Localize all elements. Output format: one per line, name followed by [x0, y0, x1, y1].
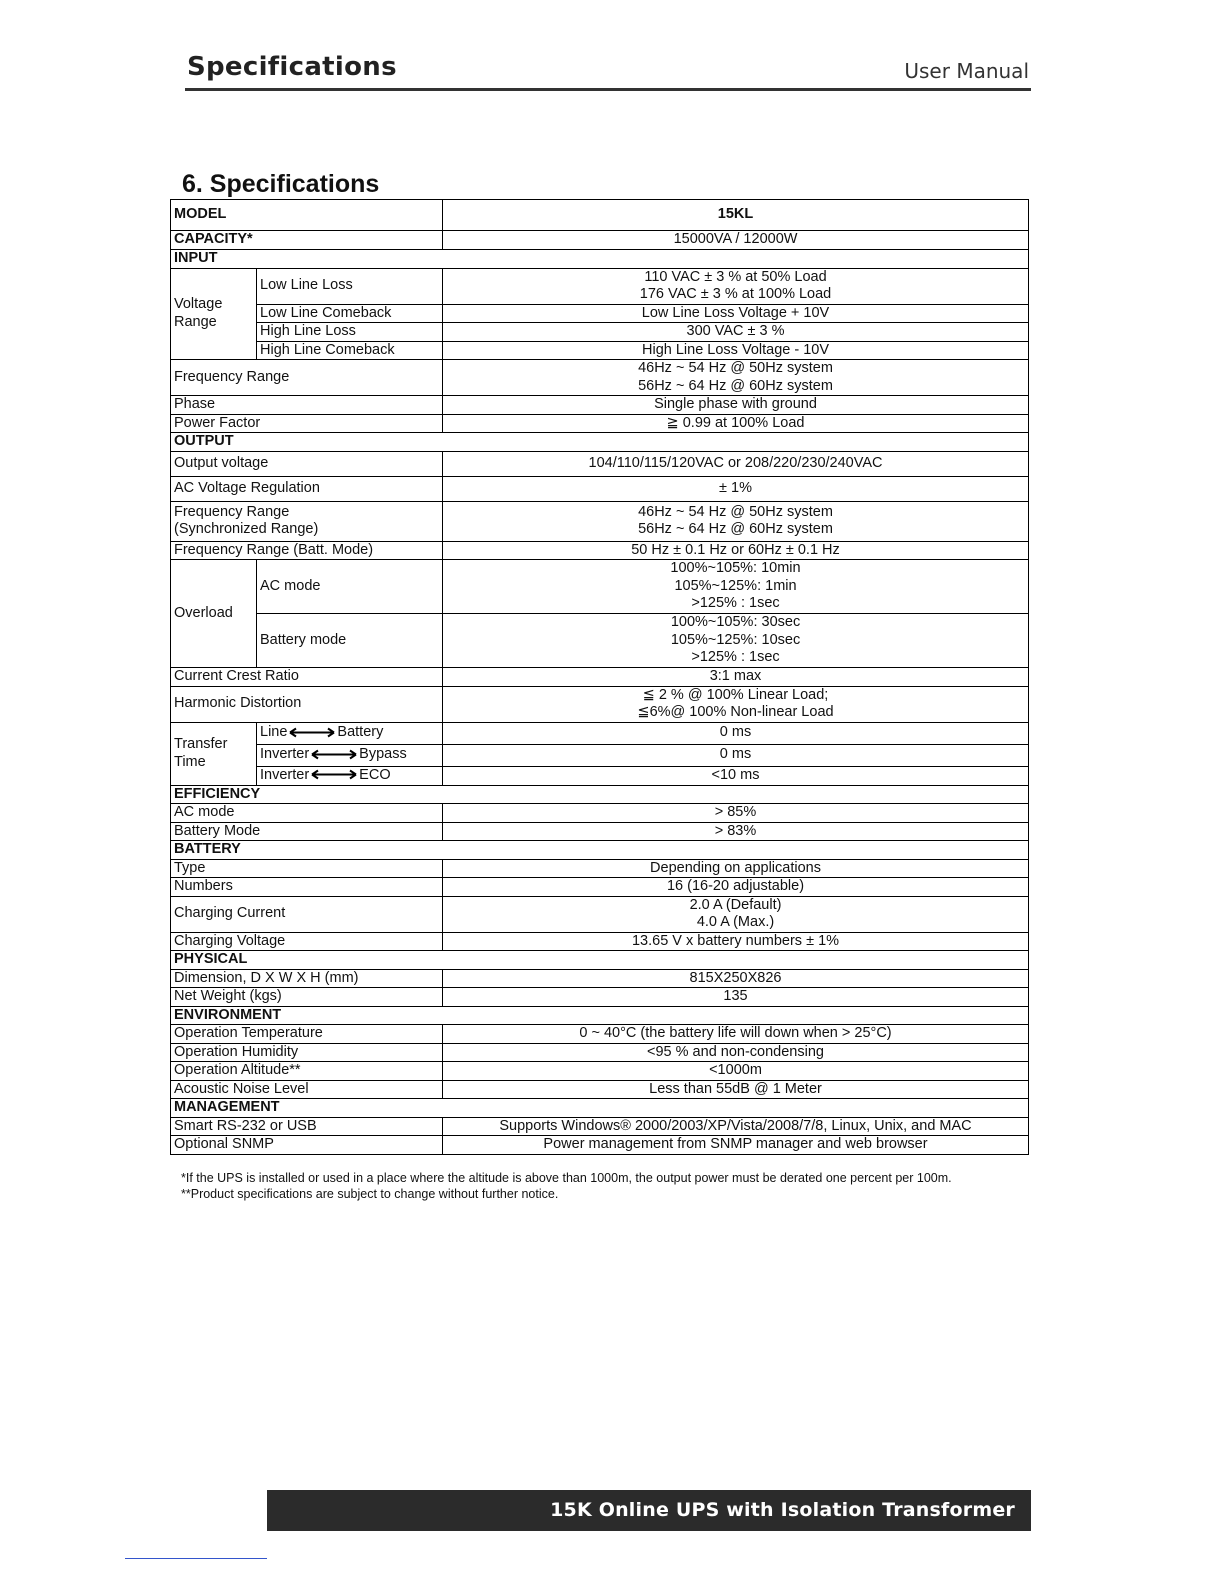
humidity-label: Operation Humidity	[171, 1043, 443, 1062]
transfer-time-value: 0 ms	[443, 744, 1029, 766]
output-voltage-label: Output voltage	[171, 451, 443, 476]
table-row	[171, 200, 1029, 231]
table-row	[171, 323, 1029, 342]
capacity-label: CAPACITY*	[171, 231, 443, 250]
value-line: ≦6%@ 100% Non-linear Load	[637, 704, 834, 720]
table-row	[171, 614, 1029, 668]
harmonic-value	[443, 686, 1029, 722]
table-row	[171, 1025, 1029, 1044]
charging-voltage-label: Charging Voltage	[171, 932, 443, 951]
value-line: ≦ 2 % @ 100% Linear Load;	[642, 686, 829, 703]
charging-current-label: Charging Current	[171, 896, 443, 932]
table-row	[171, 1136, 1029, 1155]
table-row	[171, 822, 1029, 841]
snmp-label: Optional SNMP	[171, 1136, 443, 1155]
table-row	[171, 686, 1029, 722]
noise-label: Acoustic Noise Level	[171, 1080, 443, 1099]
overload-battery-value	[443, 614, 1029, 668]
bidirectional-arrow-icon	[310, 769, 358, 780]
bidirectional-arrow-icon	[310, 749, 358, 760]
efficiency-ac-label: AC mode	[171, 804, 443, 823]
table-row	[171, 231, 1029, 250]
footnote: **Product specifications are subject to change without further notice.	[181, 1187, 559, 1201]
management-heading: MANAGEMENT	[171, 1099, 1029, 1118]
transfer-from: Inverter	[260, 766, 310, 783]
table-row	[171, 451, 1029, 476]
table-row	[171, 969, 1029, 988]
high-line-loss-label: High Line Loss	[257, 323, 443, 342]
value-line: 110 VAC ± 3 % at 50% Load	[644, 268, 827, 285]
input-frequency-range-value	[443, 360, 1029, 396]
table-row	[171, 932, 1029, 951]
crest-ratio-value: 3:1 max	[443, 668, 1029, 687]
transfer-from: Line	[260, 724, 288, 741]
section-heading-row	[171, 433, 1029, 452]
efficiency-ac-value: > 85%	[443, 804, 1029, 823]
dimension-value: 815X250X826	[443, 969, 1029, 988]
table-row	[171, 744, 1029, 766]
value-line: 46Hz ~ 54 Hz @ 50Hz system	[638, 360, 833, 376]
table-row	[171, 1043, 1029, 1062]
environment-heading: ENVIRONMENT	[171, 1006, 1029, 1025]
smart-interface-label: Smart RS-232 or USB	[171, 1117, 443, 1136]
harmonic-label: Harmonic Distortion	[171, 686, 443, 722]
output-voltage-value: 104/110/115/120VAC or 208/220/230/240VAC	[443, 451, 1029, 476]
value-line: >125% : 1sec	[691, 649, 780, 666]
table-row	[171, 414, 1029, 433]
transfer-to: ECO	[359, 766, 391, 783]
table-row	[171, 668, 1029, 687]
crest-ratio-label: Current Crest Ratio	[171, 668, 443, 687]
section-heading-row	[171, 951, 1029, 970]
specifications-table	[170, 199, 1029, 1155]
physical-heading: PHYSICAL	[171, 951, 1029, 970]
section-title: 6. Specifications	[182, 170, 380, 198]
value-line: 100%~105%: 30sec	[670, 614, 801, 631]
phase-label: Phase	[171, 396, 443, 415]
efficiency-battery-value: > 83%	[443, 822, 1029, 841]
ac-regulation-value: ± 1%	[443, 476, 1029, 501]
capacity-value: 15000VA / 12000W	[443, 231, 1029, 250]
low-line-comeback-value: Low Line Loss Voltage + 10V	[443, 304, 1029, 323]
power-factor-value: ≧ 0.99 at 100% Load	[443, 414, 1029, 433]
high-line-comeback-label: High Line Comeback	[257, 341, 443, 360]
low-line-comeback-label: Low Line Comeback	[257, 304, 443, 323]
overload-ac-label: AC mode	[257, 560, 443, 614]
transfer-time-label: Transfer Time	[171, 722, 257, 785]
value-line: 105%~125%: 10sec	[670, 631, 801, 648]
altitude-label: Operation Altitude**	[171, 1062, 443, 1081]
transfer-to: Bypass	[359, 746, 407, 763]
table-row	[171, 501, 1029, 541]
label-line: Frequency Range	[174, 503, 290, 520]
overload-ac-value	[443, 560, 1029, 614]
header-divider	[185, 88, 1031, 91]
section-heading-row	[171, 841, 1029, 860]
input-heading: INPUT	[171, 250, 1029, 269]
table-row	[171, 988, 1029, 1007]
model-label: MODEL	[171, 200, 443, 231]
value-line: 2.0 A (Default)	[689, 896, 782, 913]
table-row	[171, 268, 1029, 304]
temperature-label: Operation Temperature	[171, 1025, 443, 1044]
input-frequency-range-label: Frequency Range	[171, 360, 443, 396]
efficiency-battery-label: Battery Mode	[171, 822, 443, 841]
value-line: >125% : 1sec	[691, 595, 780, 612]
temperature-value: 0 ~ 40°C (the battery life will down when > 25°C)	[443, 1025, 1029, 1044]
table-row	[171, 878, 1029, 897]
battery-type-label: Type	[171, 859, 443, 878]
batt-frequency-value: 50 Hz ± 0.1 Hz or 60Hz ± 0.1 Hz	[443, 541, 1029, 560]
ac-regulation-label: AC Voltage Regulation	[171, 476, 443, 501]
model-value: 15KL	[443, 200, 1029, 231]
weight-label: Net Weight (kgs)	[171, 988, 443, 1007]
table-row	[171, 1117, 1029, 1136]
table-row	[171, 560, 1029, 614]
header-manual-label: User Manual	[904, 59, 1029, 83]
value-line: 105%~125%: 1min	[674, 577, 797, 594]
transfer-time-value: <10 ms	[443, 766, 1029, 785]
section-heading-row	[171, 1099, 1029, 1118]
table-row	[171, 476, 1029, 501]
table-row	[171, 804, 1029, 823]
snmp-value: Power management from SNMP manager and web browser	[443, 1136, 1029, 1155]
transfer-mode-label	[257, 766, 443, 785]
transfer-to: Battery	[337, 724, 384, 741]
sync-frequency-label	[171, 501, 443, 541]
table-row	[171, 722, 1029, 744]
voltage-range-label: Voltage Range	[171, 268, 257, 360]
transfer-from: Inverter	[260, 746, 310, 763]
value-line: 46Hz ~ 54 Hz @ 50Hz system	[638, 503, 833, 520]
value-line: 4.0 A (Max.)	[696, 914, 775, 930]
high-line-loss-value: 300 VAC ± 3 %	[443, 323, 1029, 342]
sync-frequency-value	[443, 501, 1029, 541]
value-line: 56Hz ~ 64 Hz @ 60Hz system	[638, 521, 833, 537]
table-row	[171, 1080, 1029, 1099]
low-line-loss-value	[443, 268, 1029, 304]
footnote: *If the UPS is installed or used in a place where the altitude is above than 1000m, the output power must be derated one percent per 100m.	[181, 1171, 952, 1185]
battery-heading: BATTERY	[171, 841, 1029, 860]
weight-value: 135	[443, 988, 1029, 1007]
table-row	[171, 859, 1029, 878]
value-line: 56Hz ~ 64 Hz @ 60Hz system	[638, 377, 833, 394]
dimension-label: Dimension, D X W X H (mm)	[171, 969, 443, 988]
table-row	[171, 541, 1029, 560]
altitude-value: <1000m	[443, 1062, 1029, 1081]
noise-value: Less than 55dB @ 1 Meter	[443, 1080, 1029, 1099]
section-heading-row	[171, 1006, 1029, 1025]
section-heading-row	[171, 785, 1029, 804]
bottom-divider	[125, 1558, 267, 1559]
section-heading-row	[171, 250, 1029, 269]
header-title: Specifications	[187, 52, 397, 82]
label-line: (Synchronized Range)	[174, 521, 319, 537]
table-row	[171, 341, 1029, 360]
footer-banner	[267, 1490, 1031, 1531]
charging-voltage-value: 13.65 V x battery numbers ± 1%	[443, 932, 1029, 951]
overload-label: Overload	[171, 560, 257, 668]
low-line-loss-label: Low Line Loss	[257, 268, 443, 304]
table-row	[171, 396, 1029, 415]
footer-product-title: 15K Online UPS with Isolation Transformer	[550, 1499, 1015, 1521]
table-row	[171, 896, 1029, 932]
transfer-mode-label	[257, 722, 443, 744]
batt-frequency-label: Frequency Range (Batt. Mode)	[171, 541, 443, 560]
value-line: 176 VAC ± 3 % at 100% Load	[639, 286, 832, 302]
value-line: 100%~105%: 10min	[670, 560, 801, 577]
efficiency-heading: EFFICIENCY	[171, 785, 1029, 804]
humidity-value: <95 % and non-condensing	[443, 1043, 1029, 1062]
battery-numbers-value: 16 (16-20 adjustable)	[443, 878, 1029, 897]
footnotes	[181, 1170, 952, 1202]
transfer-time-value: 0 ms	[443, 722, 1029, 744]
bidirectional-arrow-icon	[288, 727, 336, 738]
smart-interface-value: Supports Windows® 2000/2003/XP/Vista/2008/7/8, Linux, Unix, and MAC	[443, 1117, 1029, 1136]
charging-current-value	[443, 896, 1029, 932]
transfer-mode-label	[257, 744, 443, 766]
table-row	[171, 766, 1029, 785]
table-row	[171, 1062, 1029, 1081]
output-heading: OUTPUT	[171, 433, 1029, 452]
overload-battery-label: Battery mode	[257, 614, 443, 668]
high-line-comeback-value: High Line Loss Voltage - 10V	[443, 341, 1029, 360]
table-row	[171, 304, 1029, 323]
phase-value: Single phase with ground	[443, 396, 1029, 415]
battery-type-value: Depending on applications	[443, 859, 1029, 878]
table-row	[171, 360, 1029, 396]
power-factor-label: Power Factor	[171, 414, 443, 433]
battery-numbers-label: Numbers	[171, 878, 443, 897]
